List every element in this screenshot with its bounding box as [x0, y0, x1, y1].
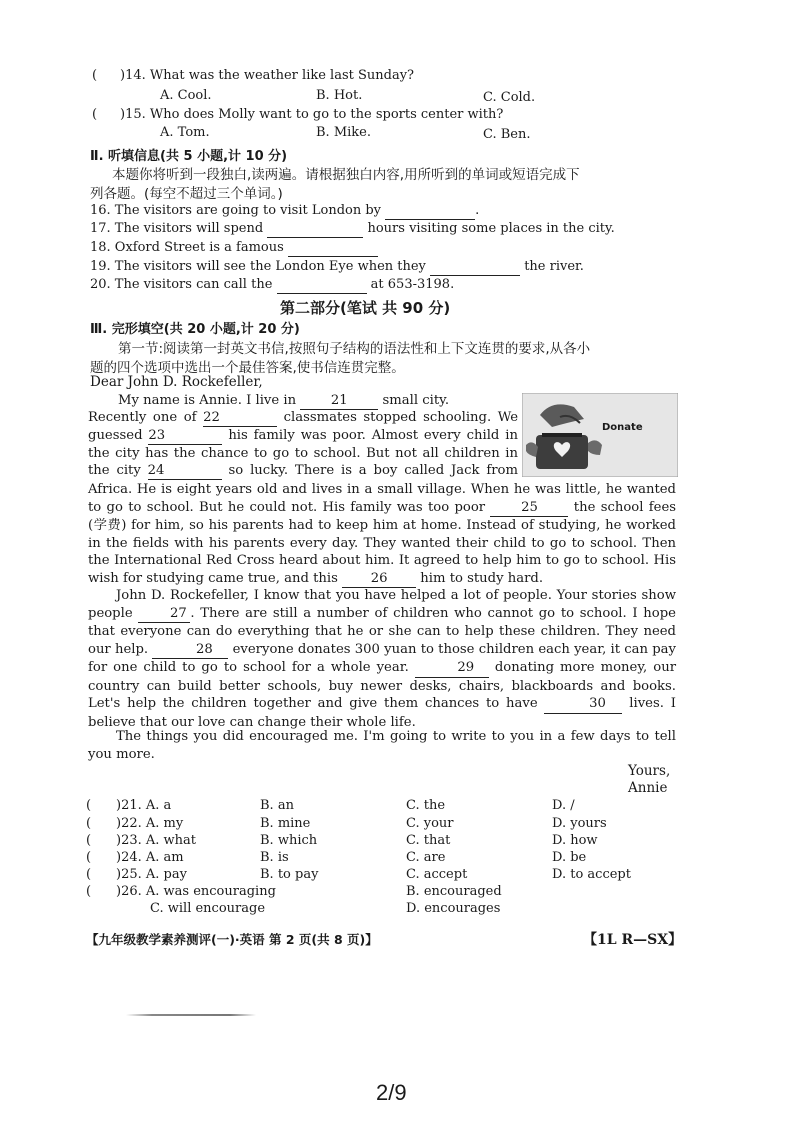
- footer-right: 【1L R—SX】: [583, 932, 683, 948]
- blank-28[interactable]: 28: [152, 641, 228, 660]
- q15-option-a: A. Tom.: [160, 125, 210, 140]
- letter-line-2: Recently one of 22 classmates stopped schooling. We: [88, 410, 518, 425]
- q14-option-b: B. Hot.: [316, 88, 363, 103]
- q19-answer-blank[interactable]: [430, 259, 520, 276]
- blank-21[interactable]: 21: [300, 393, 378, 410]
- letter-line-3: guessed 23 his family was poor. Almost every child in: [88, 428, 518, 443]
- blank-22[interactable]: 22: [203, 410, 277, 427]
- blank-23[interactable]: 23: [148, 428, 222, 445]
- blank-25[interactable]: 25: [490, 499, 568, 518]
- letter-greeting: Dear John D. Rockefeller,: [90, 374, 263, 390]
- section3-heading: Ⅲ. 完形填空(共 20 小题,计 20 分): [90, 322, 300, 337]
- blank-30[interactable]: 30: [544, 695, 622, 714]
- donate-illustration: [522, 393, 678, 477]
- letter-paragraph-1-rest: Africa. He is eight years old and lives in a small village. When he was little, he wanted to go to school. But he could not. His family was too poor 25 the school fees (学费) for him, so his parents had to keep him at home. Instead of studying, he worked in the fields with his parents every day. They wanted their child to go to school. Then the International Red Cross heard about him. It agreed to help him to go to school. His wish for studying came true, and this 26 him to study hard.: [88, 481, 676, 588]
- q16: 16. The visitors are going to visit London by .: [90, 203, 480, 218]
- q15-option-b: B. Mike.: [316, 125, 371, 140]
- letter-closing: Yours,: [628, 763, 671, 779]
- q14-option-a: A. Cool.: [160, 88, 212, 103]
- q18: 18. Oxford Street is a famous: [90, 240, 378, 257]
- q20: 20. The visitors can call the at 653-3198.: [90, 277, 455, 292]
- letter-line-4: the city has the chance to go to school. But not all children in: [88, 446, 518, 461]
- blank-26[interactable]: 26: [342, 570, 416, 589]
- part2-title: 第二部分(笔试 共 90 分): [280, 299, 451, 317]
- blank-27[interactable]: 27: [138, 605, 190, 624]
- q17: 17. The visitors will spend hours visiting some places in the city.: [90, 221, 615, 236]
- q19: 19. The visitors will see the London Eye when they the river.: [90, 259, 584, 274]
- q14-option-c: C. Cold.: [483, 90, 536, 105]
- q20-answer-blank[interactable]: [277, 277, 367, 294]
- blank-29[interactable]: 29: [415, 659, 489, 678]
- page-indicator: 2/9: [376, 1080, 407, 1105]
- donate-picture: [522, 393, 678, 477]
- q14-stem: ( )14. What was the weather like last Sunday?: [92, 68, 415, 83]
- section3-instruction-1: 第一节:阅读第一封英文书信,按照句子结构的语法性和上下文连贯的要求,从各小: [118, 341, 591, 357]
- letter-paragraph-2: John D. Rockefeller, I know that you have helped a lot of people. Your stories show people 27 . There are still a number of children who cannot go to school. I hope that everyone can do everything that he or she can to help these children. They need our help. 28 everyone donates 300 yuan to those children each year, it can pay for one child to go to school for a whole year. 29 donating more money, our country can build better schools, buy newer desks, chairs, blackboards and books. Let's help the children together and give them chances to have 30 lives. I believe that our love can change their whole life.: [88, 588, 677, 730]
- donate-label: Donate: [602, 422, 643, 433]
- q17-answer-blank[interactable]: [267, 221, 363, 238]
- letter-signature: Annie: [628, 780, 668, 796]
- q18-answer-blank[interactable]: [288, 240, 378, 257]
- q15-stem: ( )15. Who does Molly want to go to the sports center with?: [92, 107, 504, 122]
- q16-answer-blank[interactable]: [385, 203, 475, 220]
- blank-24[interactable]: 24: [148, 463, 222, 480]
- stray-mark: [126, 1014, 256, 1016]
- footer-left: 【九年级教学素养测评(一)·英语 第 2 页(共 8 页)】: [86, 932, 378, 947]
- section2-instruction-1: 本题你将听到一段独白,读两遍。请根据独白内容,用所听到的单词或短语完成下: [112, 167, 580, 183]
- section2-instruction-2: 列各题。(每空不超过三个单词。): [90, 186, 283, 202]
- q15-option-c: C. Ben.: [483, 127, 531, 142]
- section3-instruction-2: 题的四个选项中选出一个最佳答案,使书信连贯完整。: [90, 360, 405, 376]
- letter-line-5: the city 24 so lucky. There is a boy called Jack from: [88, 463, 518, 478]
- letter-paragraph-3: The things you did encouraged me. I'm going to write to you in a few days to tell you more.: [88, 729, 676, 762]
- section2-heading: Ⅱ. 听填信息(共 5 小题,计 10 分): [90, 149, 288, 164]
- letter-line-1: My name is Annie. I live in 21 small city.: [118, 393, 450, 408]
